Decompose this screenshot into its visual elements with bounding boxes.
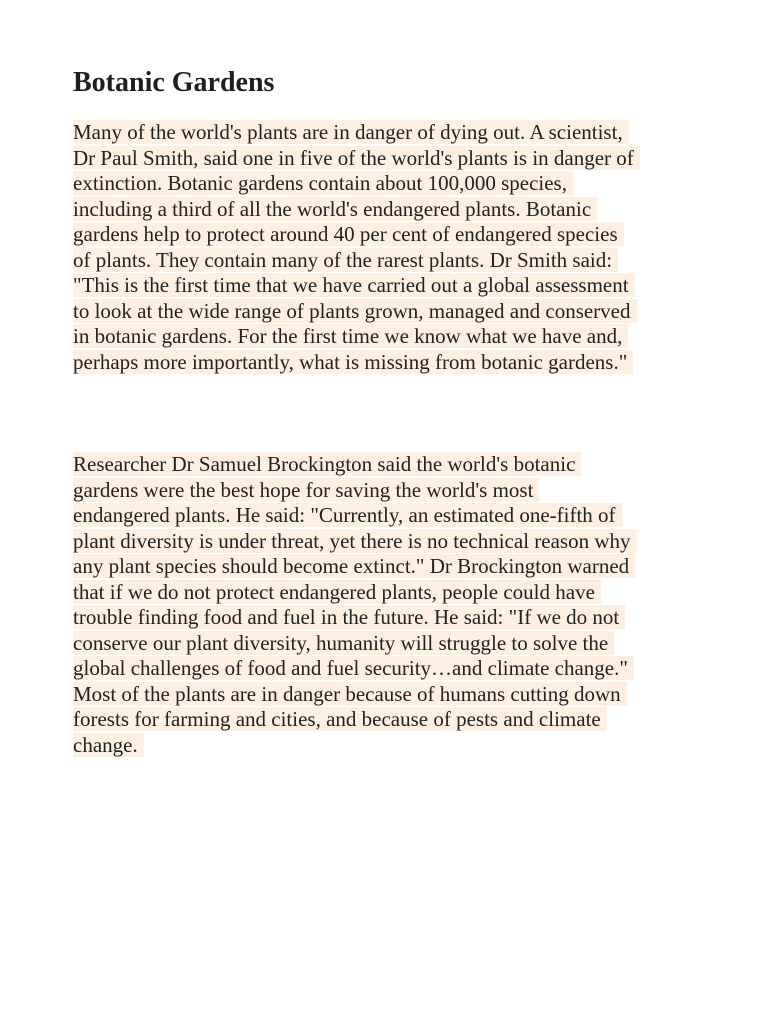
highlighted-text: that if we do not protect endangered plants, people could have	[73, 580, 601, 604]
paragraph-line	[73, 529, 713, 555]
highlighted-text: change.	[73, 733, 144, 757]
highlighted-text: "This is the first time that we have carried out a global assessment	[73, 273, 635, 297]
paragraph-line	[73, 120, 713, 146]
paragraph-line	[73, 478, 713, 504]
highlighted-text: to look at the wide range of plants grown, managed and conserved	[73, 299, 637, 323]
paragraph-line	[73, 503, 713, 529]
paragraph-line	[73, 273, 713, 299]
paragraph-line	[73, 350, 713, 376]
highlighted-text: global challenges of food and fuel security…and climate change."	[73, 656, 634, 680]
paragraph-line	[73, 324, 713, 350]
paragraph-line	[73, 631, 713, 657]
paragraph-line	[73, 248, 713, 274]
paragraph-line	[73, 656, 713, 682]
highlighted-text: plant diversity is under threat, yet there is no technical reason why	[73, 529, 637, 553]
highlighted-text: Many of the world's plants are in danger of dying out. A scientist,	[73, 120, 629, 144]
page-title: Botanic Gardens	[73, 67, 275, 98]
paragraph-line	[73, 733, 713, 759]
paragraph-1	[73, 120, 713, 375]
highlighted-text: conserve our plant diversity, humanity will struggle to solve the	[73, 631, 614, 655]
highlighted-text: of plants. They contain many of the rarest plants. Dr Smith said:	[73, 248, 618, 272]
paragraph-line	[73, 146, 713, 172]
highlighted-text: forests for farming and cities, and because of pests and climate	[73, 707, 607, 731]
highlighted-text: trouble finding food and fuel in the future. He said: "If we do not	[73, 605, 625, 629]
highlighted-text: extinction. Botanic gardens contain about 100,000 species,	[73, 171, 573, 195]
highlighted-text: Researcher Dr Samuel Brockington said the world's botanic	[73, 452, 581, 476]
paragraph-line	[73, 580, 713, 606]
paragraph-line	[73, 682, 713, 708]
highlighted-text: including a third of all the world's endangered plants. Botanic	[73, 197, 597, 221]
paragraph-line	[73, 707, 713, 733]
highlighted-text: Dr Paul Smith, said one in five of the world's plants is in danger of	[73, 146, 640, 170]
paragraph-line	[73, 222, 713, 248]
highlighted-text: gardens help to protect around 40 per cent of endangered species	[73, 222, 624, 246]
highlighted-text: in botanic gardens. For the first time we know what we have and,	[73, 324, 628, 348]
paragraph-line	[73, 554, 713, 580]
highlighted-text: any plant species should become extinct." Dr Brockington warned	[73, 554, 635, 578]
paragraph-2	[73, 452, 713, 758]
highlighted-text: gardens were the best hope for saving the world's most	[73, 478, 539, 502]
paragraph-line	[73, 452, 713, 478]
paragraph-line	[73, 605, 713, 631]
highlighted-text: perhaps more importantly, what is missing from botanic gardens."	[73, 350, 633, 374]
highlighted-text: endangered plants. He said: "Currently, an estimated one-fifth of	[73, 503, 622, 527]
paragraph-line	[73, 171, 713, 197]
highlighted-text: Most of the plants are in danger because of humans cutting down	[73, 682, 627, 706]
paragraph-line	[73, 299, 713, 325]
paragraph-line	[73, 197, 713, 223]
